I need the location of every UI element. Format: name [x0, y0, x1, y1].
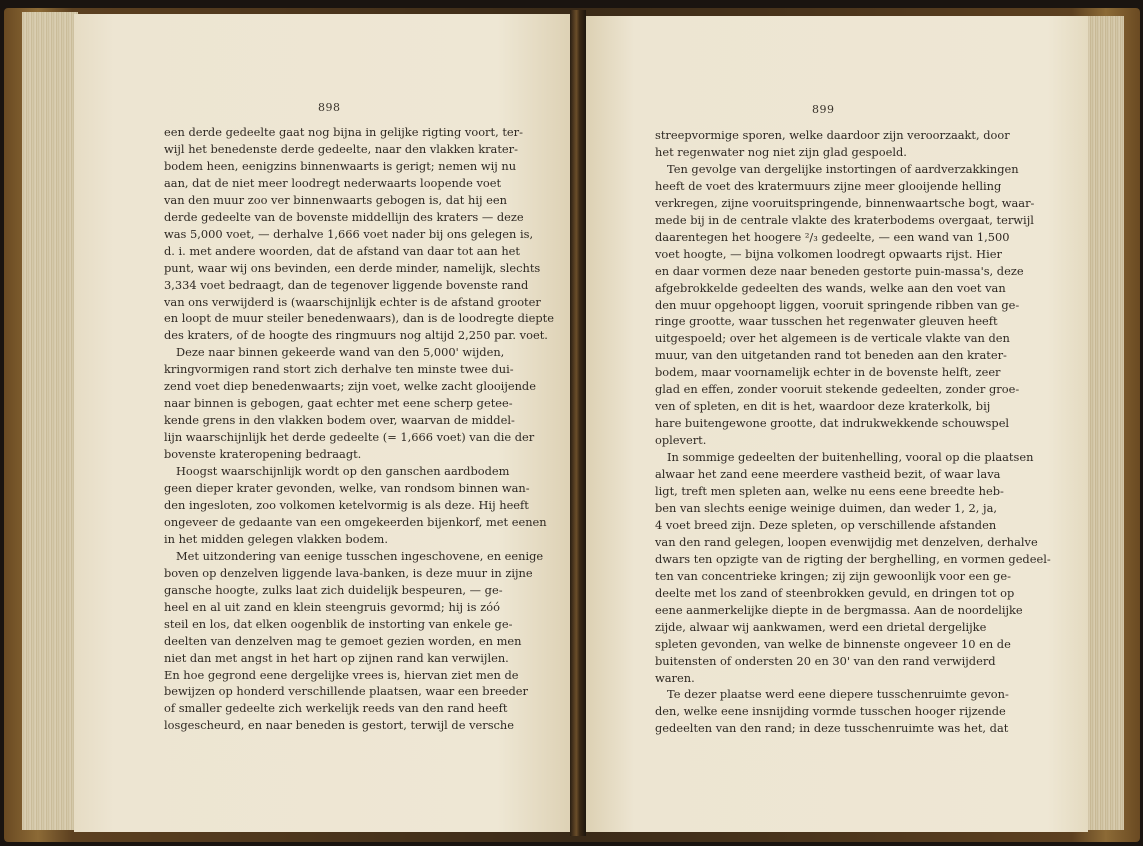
text-line: afgebrokkelde gedeelten des wands, welke aan den voet van [655, 280, 1006, 295]
text-line: buitensten of ondersten 20 en 30' van den rand verwijderd [655, 653, 996, 668]
text-line: spleten gevonden, van welke de binnenste ongeveer 10 en de [655, 636, 1011, 651]
text-line: lijn waarschijnlijk het derde gedeelte (= 1,666 voet) van die der [164, 430, 535, 445]
text-line: ven of spleten, en dit is het, waardoor deze kraterkolk, bij [655, 399, 991, 414]
left-page-text [164, 124, 554, 734]
text-line: kende grens in den vlakken bodem over, waarvan de middel- [164, 413, 515, 428]
text-line: uitgespoeld; over het algemeen is de verticale vlakte van den [655, 331, 1010, 346]
text-line: dwars ten opzigte van de rigting der berghelling, en vormen gedeel- [655, 551, 1051, 566]
text-line: gansche hoogte, zulks laat zich duidelijk bespeuren, — ge- [164, 582, 503, 597]
text-line: 3,334 voet bedraagt, dan de tegenover liggende bovenste rand [164, 277, 529, 292]
text-line: ben van slechts eenige weinige duimen, dan weder 1, 2, ja, [655, 500, 997, 515]
text-line: Hoogst waarschijnlijk wordt op den ganschen aardbodem [176, 464, 510, 479]
text-line: Deze naar binnen gekeerde wand van den 5,000' wijden, [176, 345, 505, 360]
text-line: verkregen, zijne vooruitspringende, binnenwaartsche bogt, waar- [655, 195, 1035, 210]
text-line: deelten van denzelven mag te gemoet gezien worden, en men [164, 633, 522, 648]
text-line: Met uitzondering van eenige tusschen ingeschovene, en eenige [176, 548, 544, 563]
text-line: Te dezer plaatse werd eene diepere tusschenruimte gevon- [667, 687, 1009, 702]
text-line: zend voet diep benedenwaarts; zijn voet, welke zacht glooijende [164, 379, 536, 394]
text-line: losgescheurd, en naar beneden is gestort, terwijl de versche [164, 718, 514, 733]
text-line: steil en los, dat elken oogenblik de instorting van enkele ge- [164, 616, 513, 631]
text-line: van den rand gelegen, loopen evenwijdig met denzelven, derhalve [655, 534, 1038, 549]
text-line: of smaller gedeelte zich werkelijk reeds van den rand heeft [164, 701, 508, 716]
text-line: wijl het benedenste derde gedeelte, naar den vlakken krater- [164, 141, 518, 156]
text-line: van den muur zoo ver binnenwaarts gebogen is, dat hij een [164, 192, 507, 207]
text-line: ringe grootte, waar tusschen het regenwater gleuven heeft [655, 314, 998, 329]
text-line: bovenste krateropening bedraagt. [164, 447, 362, 462]
text-line: In sommige gedeelten der buitenhelling, vooral op die plaatsen [667, 450, 1034, 465]
text-line: heeft de voet des kratermuurs zijne meer glooijende helling [655, 178, 1002, 193]
text-line: daarentegen het hoogere ²/₃ gedeelte, — een wand van 1,500 [655, 229, 1010, 244]
text-line: een derde gedeelte gaat nog bijna in gelijke rigting voort, ter- [164, 125, 523, 139]
text-line: den, welke eene insnijding vormde tusschen hooger rijzende [655, 704, 1006, 719]
text-line: den ingesloten, zoo volkomen ketelvormig is als deze. Hij heeft [164, 497, 529, 512]
text-line: van ons verwijderd is (waarschijnlijk echter is de afstand grooter [164, 294, 541, 309]
text-line: d. i. met andere woorden, dat de afstand van daar tot aan het [164, 243, 520, 258]
text-line: naar binnen is gebogen, gaat echter met eene scherp getee- [164, 396, 513, 411]
text-line: ligt, treft men spleten aan, welke nu eens eene breedte heb- [655, 484, 1004, 499]
text-line: eene aanmerkelijke diepte in de bergmassa. Aan de noordelijke [655, 602, 1023, 617]
text-line: mede bij in de centrale vlakte des kraterbodems overgaat, terwijl [655, 212, 1034, 227]
text-line: punt, waar wij ons bevinden, een derde minder, namelijk, slechts [164, 260, 541, 275]
text-line: alwaar het zand eene meerdere vastheid bezit, of waar lava [655, 467, 1001, 482]
text-line: des kraters, of de hoogte des ringmuurs nog altijd 2,250 par. voet. [164, 328, 548, 343]
text-line: oplevert. [655, 433, 707, 448]
text-line: en daar vormen deze naar beneden gestorte puin-massa's, deze [655, 263, 1024, 278]
text-line: gedeelten van den rand; in deze tusschenruimte was het, dat [655, 721, 1009, 736]
text-line: den muur opgehoopt liggen, vooruit springende ribben van ge- [655, 297, 1020, 312]
text-line: streepvormige sporen, welke daardoor zijn veroorzaakt, door [655, 128, 1010, 142]
text-line: boven op denzelven liggende lava-banken, is deze muur in zijne [164, 565, 533, 580]
text-line: aan, dat de niet meer loodregt nederwaarts loopende voet [164, 175, 502, 190]
text-line: niet dan met angst in het hart op zijnen rand kan verwijlen. [164, 650, 509, 665]
text-line: het regenwater nog niet zijn glad gespoeld. [655, 144, 907, 159]
text-line: was 5,000 voet, — derhalve 1,666 voet nader bij ons gelegen is, [164, 226, 534, 241]
text-line: zijde, alwaar wij aankwamen, werd een drietal dergelijke [655, 619, 987, 634]
text-line: kringvormigen rand stort zich derhalve ten minste twee dui- [164, 362, 514, 377]
text-line: bodem heen, eenigzins binnenwaarts is gerigt; nemen wij nu [164, 158, 517, 173]
text-line: bewijzen op honderd verschillende plaatsen, waar een breeder [164, 684, 528, 699]
right-page-edges [1086, 16, 1124, 830]
text-line: waren. [655, 670, 695, 685]
right-page-number: 899 [812, 103, 835, 116]
right-page-text [655, 127, 1051, 737]
left-page-number: 898 [318, 101, 341, 114]
text-line: muur, van den uitgetanden rand tot beneden aan den krater- [655, 348, 1007, 363]
text-line: en loopt de muur steiler benedenwaars), dan is de loodregte diepte [164, 311, 554, 326]
text-line: glad en effen, zonder vooruit stekende gedeelten, zonder groe- [655, 382, 1020, 397]
text-line: hare buitengewone grootte, dat indrukwekkende schouwspel [655, 416, 1010, 431]
book-gutter [570, 10, 586, 836]
text-line: 4 voet breed zijn. Deze spleten, op verschillende afstanden [655, 517, 997, 532]
text-line: ongeveer de gedaante van een omgekeerden bijenkorf, met eenen [164, 514, 547, 529]
text-line: geen dieper krater gevonden, welke, van rondsom binnen wan- [164, 481, 530, 496]
text-line: in het midden gelegen vlakken bodem. [164, 531, 388, 546]
text-line: ten van concentrieke kringen; zij zijn gewoonlijk voor een ge- [655, 568, 1011, 583]
text-line: heel en al uit zand en klein steengruis gevormd; hij is zóó [164, 599, 500, 614]
text-line: bodem, maar voornamelijk echter in de bovenste helft, zeer [655, 365, 1001, 380]
text-line: derde gedeelte van de bovenste middellijn des kraters — deze [164, 209, 524, 224]
text-line: voet hoogte, — bijna volkomen loodregt opwaarts rijst. Hier [655, 246, 1002, 261]
text-line: Ten gevolge van dergelijke instortingen of aardverzakkingen [667, 161, 1019, 176]
text-line: En hoe gegrond eene dergelijke vrees is, hiervan ziet men de [164, 667, 519, 682]
text-line: deelte met los zand of steenbrokken gevuld, en dringen tot op [655, 585, 1015, 600]
left-page-edges [22, 12, 78, 830]
